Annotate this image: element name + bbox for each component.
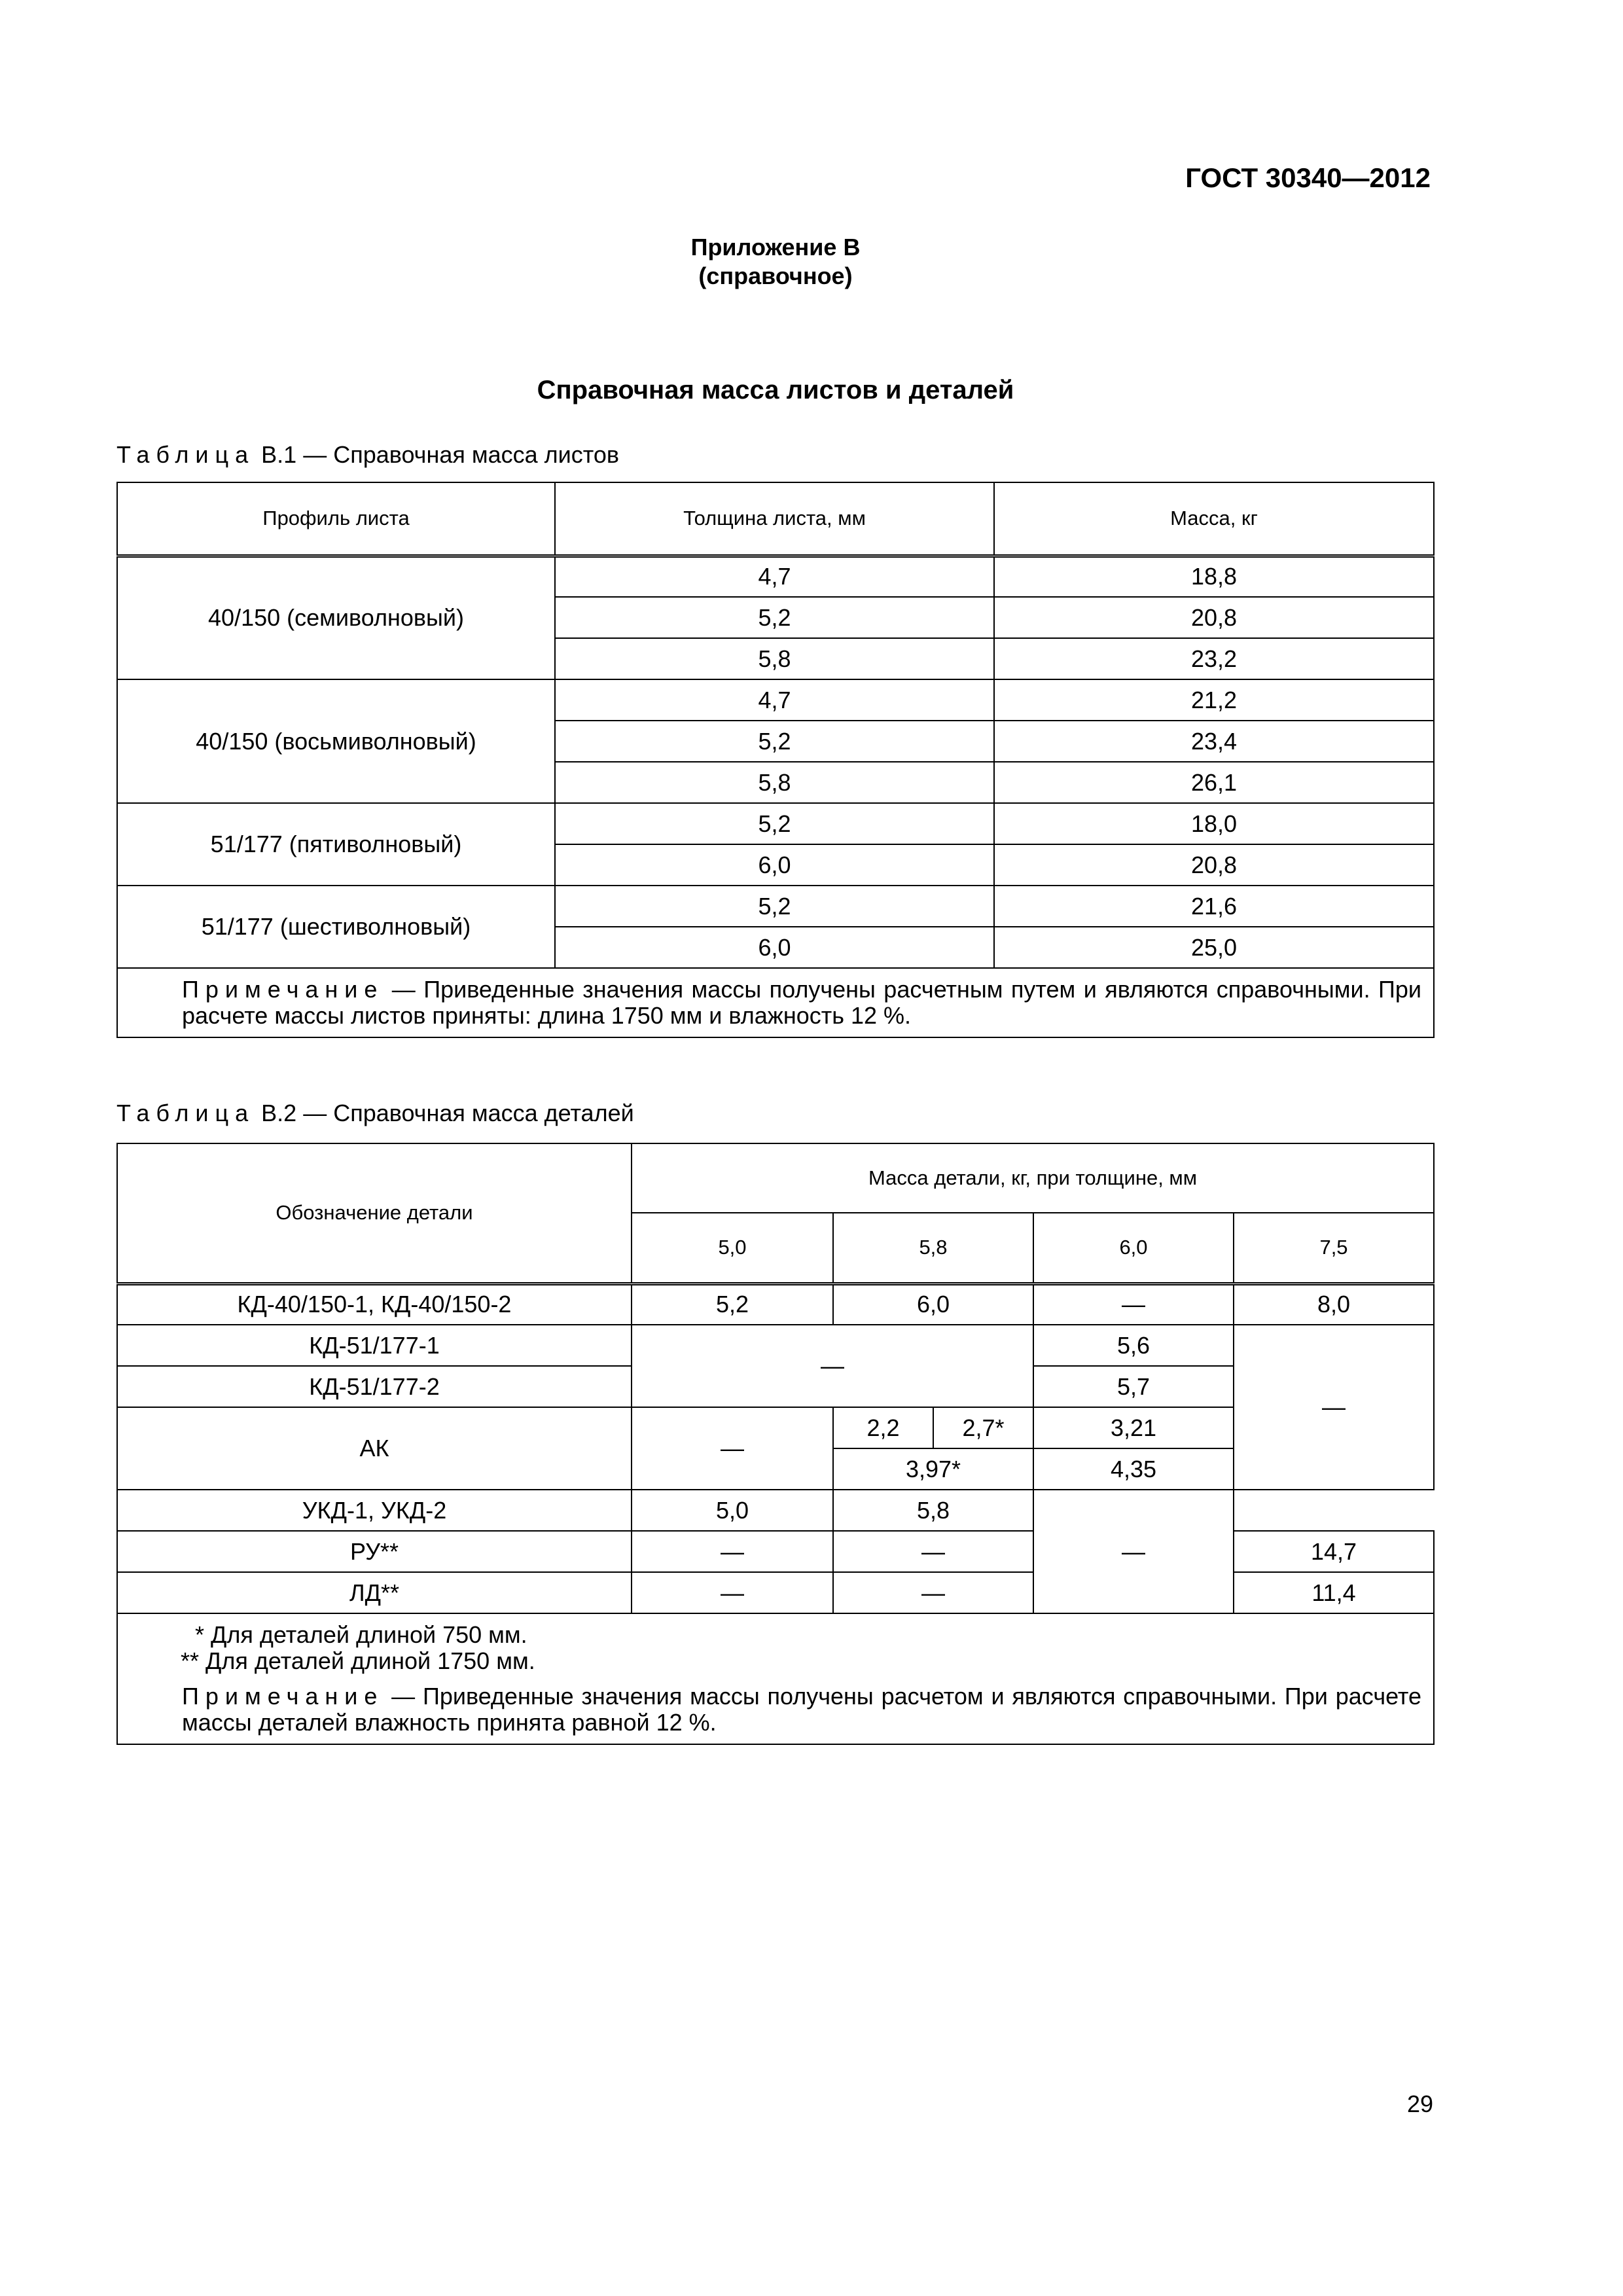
designation-cell: ЛД** (117, 1572, 632, 1613)
table1-note-word: Примечание (182, 976, 384, 1003)
mass-cell: 11,4 (1234, 1572, 1434, 1613)
thickness-header-6-0: 6,0 (1033, 1213, 1234, 1283)
section-title: Справочная масса листов и деталей (537, 376, 1014, 404)
table1-header-profile: Профиль листа (117, 482, 555, 556)
thickness-cell: 5,2 (555, 803, 994, 844)
table2-note-word: Примечание (182, 1683, 384, 1710)
thickness-cell: 5,8 (555, 762, 994, 803)
table2-header-designation: Обозначение детали (117, 1143, 632, 1283)
profile-cell: 40/150 (восьмиволновый) (117, 679, 555, 803)
profile-cell: 51/177 (шестиволновый) (117, 886, 555, 968)
table2-header-mass: Масса детали, кг, при толщине, мм (632, 1143, 1434, 1213)
mass-cell: 23,2 (994, 638, 1434, 679)
mass-cell: 6,0 (833, 1283, 1033, 1325)
designation-cell: АК (117, 1407, 632, 1490)
table-row (117, 1490, 1434, 1531)
mass-cell: — (1033, 1283, 1234, 1325)
thickness-cell: 5,2 (555, 886, 994, 927)
thickness-header-5-0: 5,0 (632, 1213, 833, 1283)
table-row (117, 1325, 1434, 1366)
thickness-cell: 5,2 (555, 721, 994, 762)
thickness-cell: 4,7 (555, 679, 994, 721)
table1-header-thickness: Толщина листа, мм (555, 482, 994, 556)
mass-cell: 18,8 (994, 556, 1434, 597)
table2-notes (117, 1613, 1434, 1744)
mass-cell: 3,97* (833, 1448, 1033, 1490)
table-row (117, 679, 1434, 721)
profile-cell: 40/150 (семиволновый) (117, 556, 555, 679)
designation-cell: КД-51/177-2 (117, 1366, 632, 1407)
table1-caption-text: В.1 — Справочная масса листов (255, 441, 619, 468)
mass-cell: 5,2 (632, 1283, 833, 1325)
mass-cell: 26,1 (994, 762, 1434, 803)
mass-cell: — (1033, 1490, 1234, 1613)
document-code: ГОСТ 30340—2012 (1185, 162, 1431, 193)
mass-cell: 21,2 (994, 679, 1434, 721)
mass-cell: 2,2 (833, 1407, 933, 1448)
mass-cell: 5,6 (1033, 1325, 1234, 1366)
mass-cell: 5,0 (632, 1490, 833, 1531)
mass-cell: — (632, 1572, 833, 1613)
table2-caption-text: В.2 — Справочная масса деталей (255, 1100, 634, 1126)
table-row (117, 803, 1434, 844)
table-row (117, 886, 1434, 927)
table1-note-text: — Приведенные значения массы получены расчетным путем и являются справочными. При расчете массы листов приняты: длина 1750 мм и влажность 12 %. (182, 976, 1421, 1029)
thickness-cell: 5,8 (555, 638, 994, 679)
mass-cell: 5,7 (1033, 1366, 1234, 1407)
annex-subtitle: (справочное) (698, 262, 853, 289)
annex-title: Приложение В (690, 234, 861, 260)
page-number: 29 (1406, 2090, 1433, 2117)
mass-cell: — (833, 1531, 1033, 1572)
mass-cell: 2,7* (933, 1407, 1033, 1448)
table2 (116, 1143, 1435, 1745)
table1-header-mass: Масса, кг (994, 482, 1434, 556)
thickness-header-5-8: 5,8 (833, 1213, 1033, 1283)
table-row (117, 556, 1434, 597)
footnote-1750: ** Для деталей длиной 1750 мм. (181, 1647, 535, 1674)
designation-cell: КД-51/177-1 (117, 1325, 632, 1366)
thickness-cell: 6,0 (555, 927, 994, 968)
mass-cell: 25,0 (994, 927, 1434, 968)
footnote-750: * Для деталей длиной 750 мм. (195, 1621, 527, 1648)
table1-note (117, 968, 1434, 1037)
mass-cell: 5,8 (833, 1490, 1033, 1531)
table2-caption-word: Таблица (116, 1100, 255, 1126)
mass-cell: — (632, 1407, 833, 1490)
table1-caption-word: Таблица (116, 441, 255, 468)
mass-cell: 20,8 (994, 597, 1434, 638)
mass-cell: 21,6 (994, 886, 1434, 927)
profile-cell: 51/177 (пятиволновый) (117, 803, 555, 886)
mass-cell: 8,0 (1234, 1283, 1434, 1325)
mass-cell: — (833, 1572, 1033, 1613)
thickness-cell: 4,7 (555, 556, 994, 597)
designation-cell: РУ** (117, 1531, 632, 1572)
table1 (116, 482, 1435, 1038)
mass-cell: 4,35 (1033, 1448, 1234, 1490)
mass-cell: — (632, 1325, 1033, 1407)
designation-cell: КД-40/150-1, КД-40/150-2 (117, 1283, 632, 1325)
mass-cell: — (632, 1531, 833, 1572)
mass-cell: 14,7 (1234, 1531, 1434, 1572)
annex-heading (0, 233, 1551, 291)
table2-caption (116, 1100, 634, 1127)
mass-cell: 23,4 (994, 721, 1434, 762)
table-row (117, 1572, 1434, 1613)
mass-cell: 18,0 (994, 803, 1434, 844)
mass-cell: 3,21 (1033, 1407, 1234, 1448)
table2-note-text: — Приведенные значения массы получены расчетом и являются справочными. При расчете массы деталей влажность принята равной 12 %. (182, 1683, 1422, 1736)
mass-cell: — (1234, 1325, 1434, 1490)
table-row (117, 1283, 1434, 1325)
designation-cell: УКД-1, УКД-2 (117, 1490, 632, 1531)
thickness-cell: 6,0 (555, 844, 994, 886)
table-row (117, 1531, 1434, 1572)
table1-caption (116, 441, 619, 469)
thickness-cell: 5,2 (555, 597, 994, 638)
thickness-header-7-5: 7,5 (1234, 1213, 1434, 1283)
mass-cell: 20,8 (994, 844, 1434, 886)
